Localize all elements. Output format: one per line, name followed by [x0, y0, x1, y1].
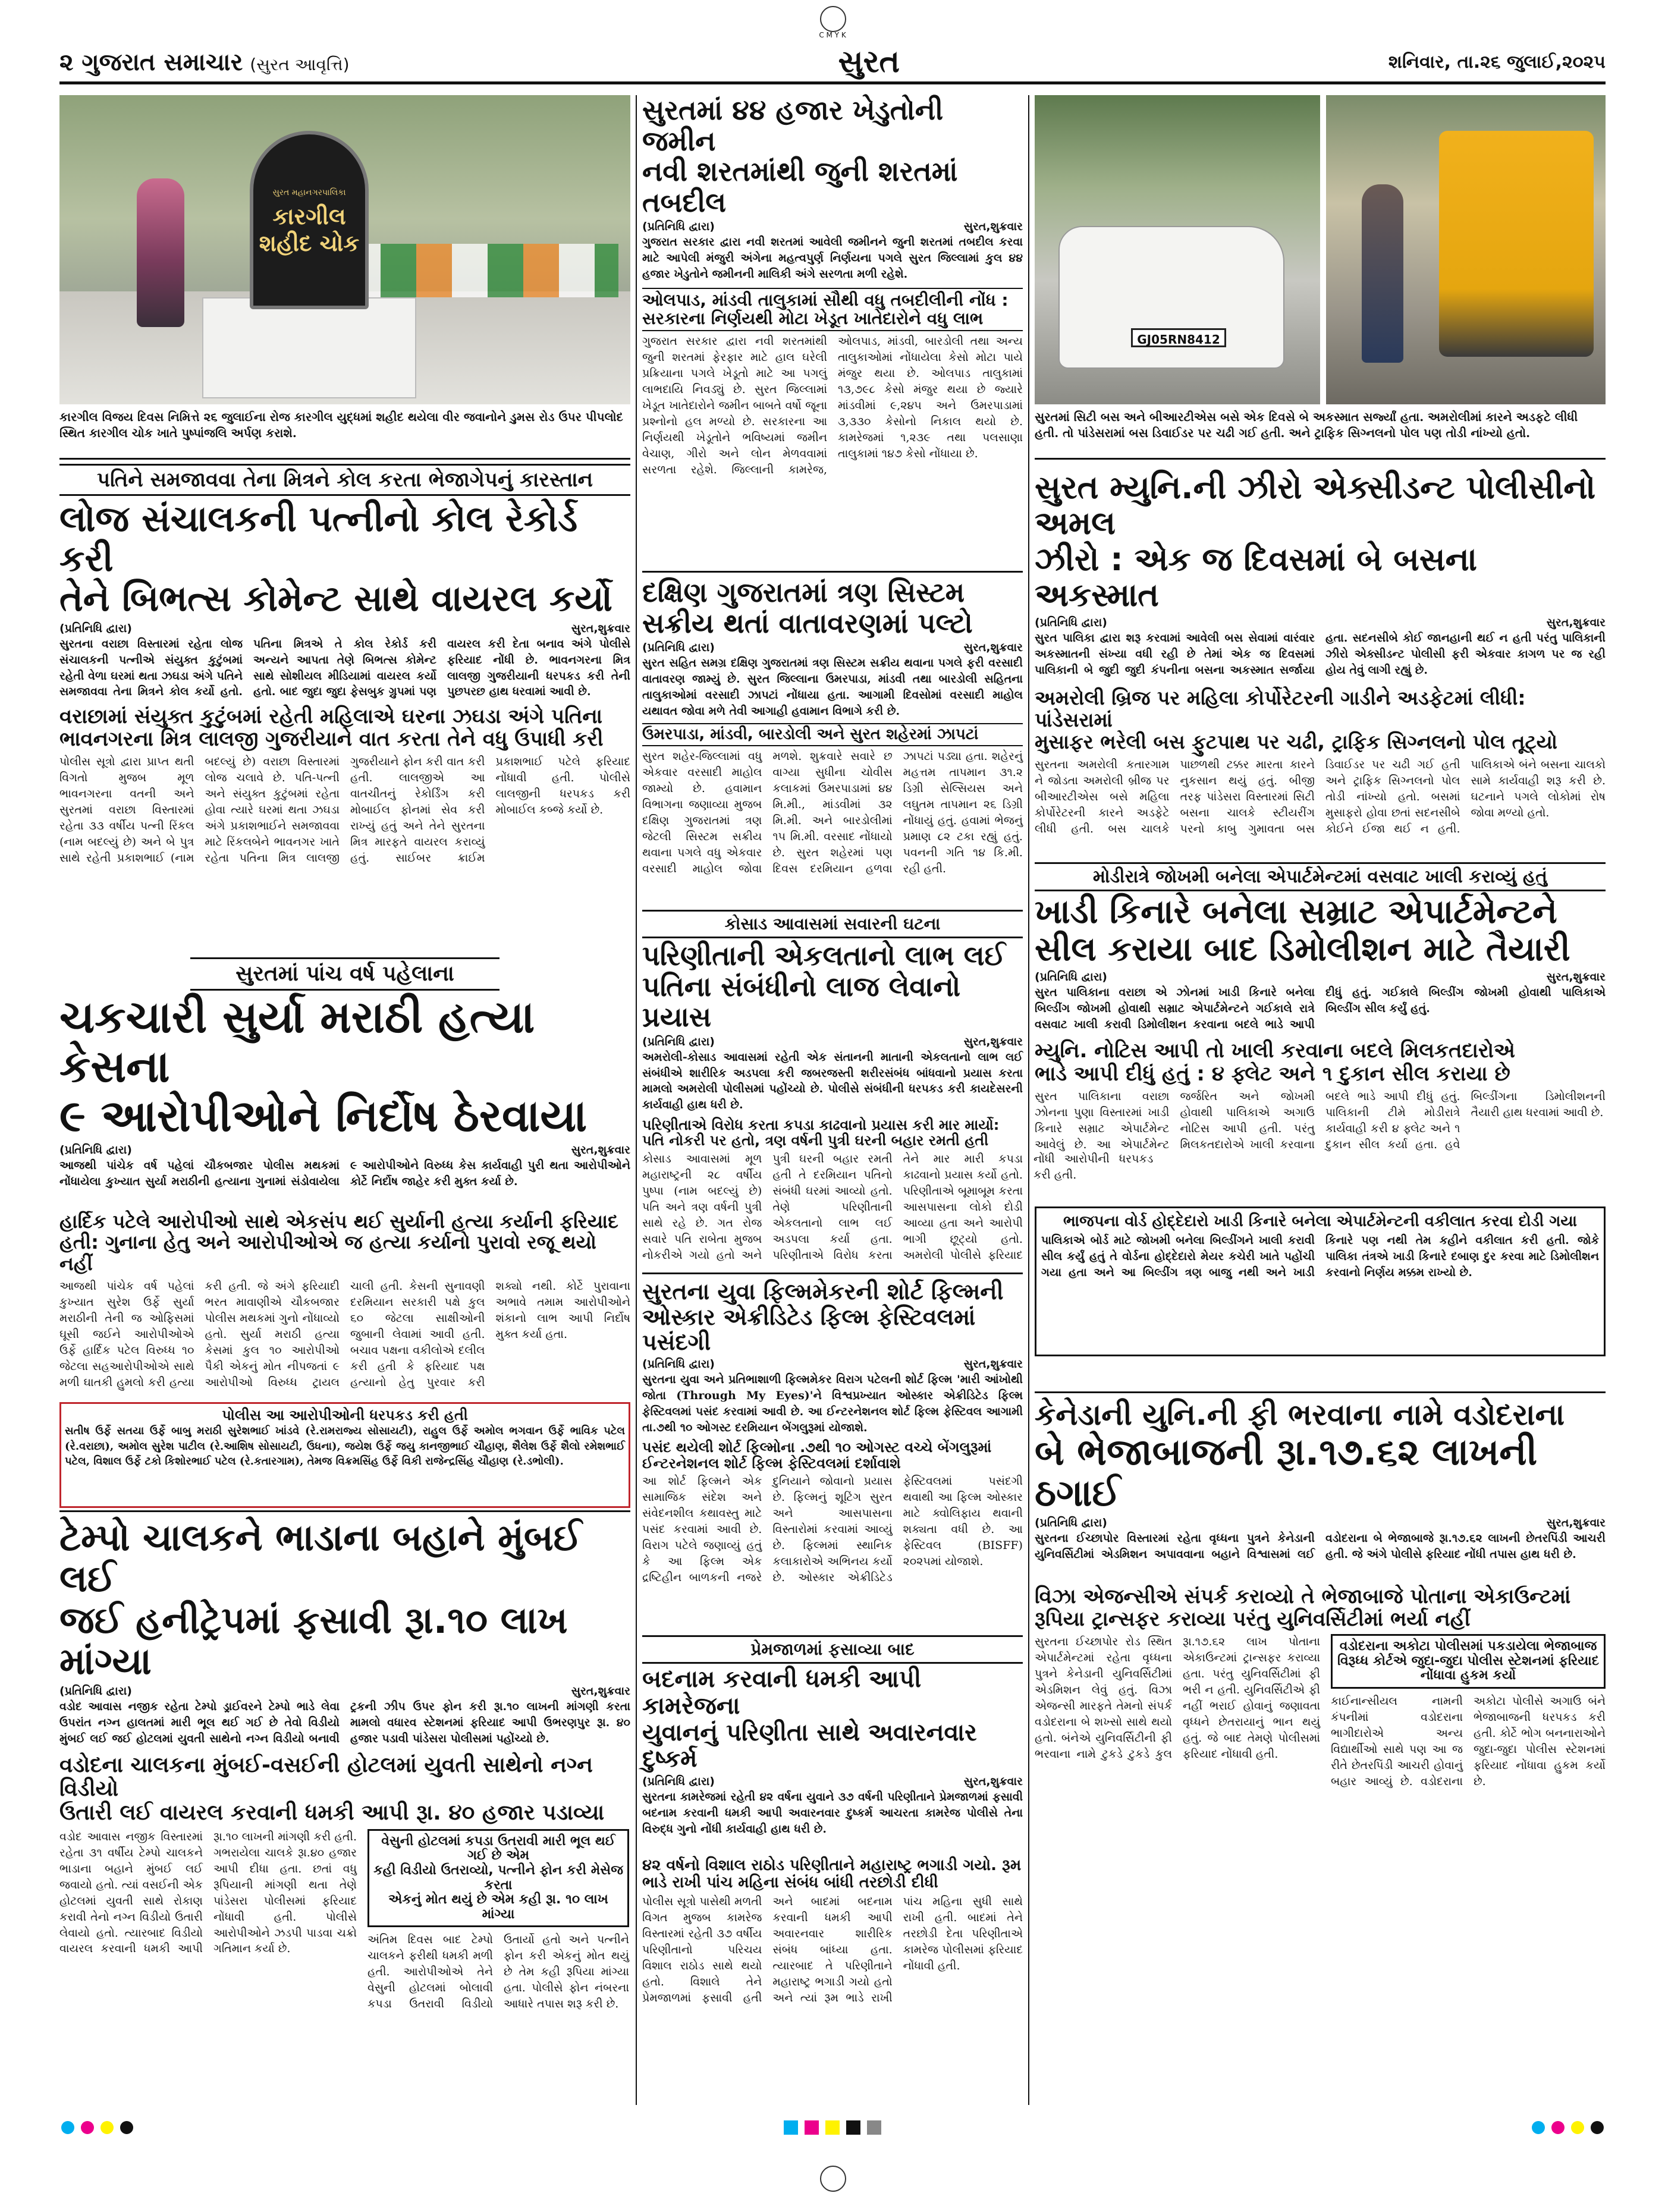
canada-place: સુરત,શુક્રવાર	[1546, 1516, 1606, 1529]
accident-caption: સુરતમાં સિટી બસ અને બીઆરટીએસ બસે એક દિવસે બે અકસ્માત સર્જ્યાં હતા. અમરોલીમાં કારને અડફટે લીધી હતી. તો પાંડેસરામાં બસ ડિવાઈડર પર ચઢી ગઈ હતી. અને ટ્રાફિક સિગ્નલનો પોલ પણ તોડી નાંખ્યો હતો.	[1035, 410, 1578, 440]
canada-box-body: કાઈનાન્સીયલ નામની કંપનીમાં વડોદરાના ભાગીદારોએ અન્ય વિદ્યાર્થીઓ સાથે પણ આ જ રીતે છેતરપિંડી આચરી હોવાનું બહાર આવ્યું છે. વડોદરાના અકોટા પોલીસે અગાઉ બંને ભેજાબાજની ધરપકડ કરી હતી. કોર્ટે ભોગ બનનારાઓને જુદા-જુદા પોલીસ સ્ટેશનમાં ફરિયાદ નોંધાવા હુકમ કર્યો છે.	[1331, 1694, 1606, 1788]
weather-headline-2: સક્રીય થતાં વાતાવરણમાં પલ્ટો	[642, 607, 973, 639]
weather-headline-1: દક્ષિણ ગુજરાતમાં ત્રણ સિસ્ટમ	[642, 576, 965, 608]
tempo-box	[367, 1829, 629, 1928]
cyan-square	[784, 2120, 798, 2135]
cyan-dot	[1532, 2121, 1545, 2134]
film-place: સુરત,શુક્રવાર	[963, 1357, 1023, 1371]
zero-accident-subhead-1: અમરોલી બ્રિજ પર મહિલા કોર્પોરેટરની ગાડીને અડફેટમાં લીધી: પાંડેસરામાં	[1035, 686, 1526, 731]
farmers-place: સુરત,શુક્રવાર	[963, 220, 1023, 234]
demolition-kicker: મોડીરાત્રે જોખમી બનેલા એપાર્ટમેન્ટમાં વસવાટ ખાલી કરાવ્યું હતું	[1035, 862, 1606, 891]
divider	[59, 458, 630, 460]
parinita-lead: અમરોલી-કોસાડ આવાસમાં રહેતી એક સંતાનની માતાની એકલતાનો લાભ લઈ સંબંધીએ શારીરિક અડપલા કરી જબરજસ્તી શરીરસંબંધ બાંધવાનો પ્રયાસ કરતા મામલો અમરોલી પોલીસમાં પહોંચ્યો છે. પોલીસે સંબંધીની ધરપકડ કરી કાયદેસરની કાર્યવાહી હાથ ધરી છે.	[642, 1050, 1023, 1112]
tempo-story	[59, 1510, 630, 2105]
header-left	[59, 49, 350, 76]
murder-kicker: સુરતમાં પાંચ વર્ષ પહેલાના	[190, 957, 500, 991]
film-headline-1: સુરતના યુવા ફિલ્મમેકરની શોર્ટ ફિલ્મની	[642, 1278, 1004, 1305]
farmers-byline: (પ્રતિનિધિ દ્વારા)	[642, 220, 715, 234]
tempo-subhead-2: ઉતારી લઈ વાયરલ કરવાની ધમકી આપી રૂા. ૪૦ હજાર પડાવ્યા	[59, 1801, 605, 1825]
tempo-body: વડોદ આવાસ નજીક વિસ્તારમાં રહેતા ૩૧ વર્ષીય ટેમ્પો ચાલકને ભાડાના બહાને મુંબઈ લઈ જવાયો હતો. ત્યાં વસઈની એક હોટલમાં યુવતી સાથે રોકાણ કરાવી તેનો નગ્ન વિડીયો ઉતારી લેવાયો હતો. ત્યારબાદ વિડીયો વાયરલ કરવાની ધમકી આપી રૂા.૧૦ લાખની માંગણી કરી હતી. ગભરાયેલા ચાલકે રૂા.૪૦ હજાર આપી દીધા હતા. છતાં વધુ રૂપિયાની માંગણી થતા તેણે પાંડેસરા પોલીસમાં ફરિયાદ નોંધાવી હતી. પોલીસે આરોપીઓને ઝડપી પાડવા ચક્રો ગતિમાન કર્યા છે.	[59, 1830, 357, 1956]
parinita-story	[642, 910, 1154, 1267]
tempo-headline-2: જઈ હનીટ્રેપમાં ફસાવી રૂા.૧૦ લાખ માંગ્યા	[59, 1598, 568, 1683]
edition-label: (સુરત આવૃત્તિ)	[250, 54, 350, 74]
lodge-subhead-2: ભાવનગરના મિત્ર લાલજી ગુજરીયાને વાત કરતા તેને વધુ ઉપાધી કરી	[59, 727, 604, 751]
photo-officer	[1362, 184, 1403, 363]
lodge-byline: (પ્રતિનિધિ દ્વારા)	[59, 621, 132, 635]
farmers-body: ગુજરાત સરકાર દ્વારા નવી શરતમાંથી જુની શરતમાં ફેરફાર માટે હાલ ઘરેલી પ્રક્રિયાના પગલે ખેડૂતો માટે આ પગલું લાભદાયિ નિવડ્યું છે. સુરત જિલ્લામાં ખેડૂત ખાતેદારોને જમીન બાબતે વર્ષો જૂના પ્રશ્નોનો હલ મળ્યો છે. સરકારના આ નિર્ણયથી ખેડૂતોને ભવિષ્યમાં જમીન વેચાણ, ગીરો અને લોન મેળવવામાં સરળતા રહેશે. જિલ્લાની કામરેજ, ઓલપાડ, માંડવી, બારડોલી તથા અન્ય તાલુકાઓમાં નોંધાયેલા કેસો મોટા પાયે મંજુર થયા છે. ઓલપાડ તાલુકામાં ૧૩,૭૯૮ કેસો મંજુર થયા છે જ્યારે માંડવીમાં ૯,૨૪૫ અને ઉમરપાડામાં ૩,૩૩૦ કેસોનો નિકાલ થયો છે. કામરેજમાં ૧,૨૩૯ તથા પલસાણા તાલુકામાં ૧૪૭ કેસો નોંધાયા છે.	[642, 334, 1023, 476]
farmers-headline-1: સુરતમાં ૪૪ હજાર ખેડુતોની જમીન	[642, 94, 944, 157]
lodge-headline-1: લોજ સંચાલકની પત્નીનો કોલ રેકોર્ડ કરી	[59, 498, 578, 580]
murder-place: સુરત,શુક્રવાર	[571, 1143, 630, 1157]
demolition-headline-1: ખાડી કિનારે બનેલા સમ્રાટ એપાર્ટમેન્ટને	[1035, 893, 1557, 931]
canada-columns	[1035, 1634, 1606, 2098]
demolition-story	[1035, 862, 1606, 1385]
canada-dateline	[1035, 1516, 1606, 1529]
tempo-dateline	[59, 1685, 630, 1698]
farmers-headline-2: નવી શરતમાંથી જુની શરતમાં તબદીલ	[642, 155, 958, 218]
zero-accident-body: સુરતના અમરોલી કતારગામ ને જોડતા અમરોલી બ્રીજ પર બીઆરટીએસ બસે મહિલા કોર્પોરેટરની કારને અડફેટે લીધી હતી. બસ ચાલકે પાછળથી ટક્કર મારતા કારને નુકસાન થયું હતું. બીજી તરફ પાંડેસરા વિસ્તારમાં સિટી બસના ચાલકે સ્ટીયરીંગ પરનો કાબુ ગુમાવતા બસ ડિવાઈડર પર ચઢી ગઈ હતી અને ટ્રાફિક સિગ્નલનો પોલ તોડી નાંખ્યો હતો. બસમાં મુસાફરો હોવા છતાં સદનસીબે કોઈને ઈજા થઈ ન હતી. પાલિકાએ બંને બસના ચાલકો સામે કાર્યવાહી શરૂ કરી છે. ઘટનાને પગલે લોકોમાં રોષ જોવા મળ્યો હતો.	[1035, 758, 1606, 835]
blackmail-dateline	[642, 1775, 1023, 1788]
registration-label: C M Y K	[819, 31, 846, 39]
demolition-subhead-1: મ્યુનિ. નોટિસ આપી તો ખાલી કરવાના બદલે મિલકતદારોએ	[1035, 1039, 1515, 1063]
black-dot	[120, 2121, 133, 2134]
zero-accident-headline-2: ઝીરો : એક જ દિવસમાં બે બસના અકસ્માત	[1035, 540, 1477, 614]
lodge-place: સુરત,શુક્રવાર	[571, 621, 630, 635]
blackmail-headline-1: બદનામ કરવાની ધમકી આપી કામરેજના	[642, 1666, 922, 1720]
murder-subhead-1: હાર્દિક પટેલે આરોપીઓ સાથે એકસંપ થઈ સુર્યાની હત્યા કર્યાની ફરિયાદ	[59, 1209, 618, 1233]
stone-line-1: સુરત મહાનગરપાલિકા	[272, 188, 346, 197]
tempo-byline: (પ્રતિનિધિ દ્વારા)	[59, 1684, 132, 1698]
weather-dateline	[642, 641, 1023, 654]
section-title: સુરત	[838, 44, 900, 80]
farmers-lead: ગુજરાત સરકાર દ્વારા નવી શરતમાં આવેલી જમીનને જુની શરતમાં તબદીલ કરવા માટે આપેલી મંજુરી અંગેના મહત્વપુર્ણ નિર્ણયના પગલે સુરત જિલ્લામાં કુલ ૪૪ હજાર ખેડુતોને જમીનની માલિકી અંગે સરળતા મળી રહેશે.	[642, 235, 1023, 281]
yellow-square	[825, 2120, 840, 2135]
tempo-box-line-1: વેસુની હોટલમાં કપડા ઉતરાવી મારી ભૂલ થઈ ગઈ છે એમ	[381, 1833, 615, 1864]
film-body: આ શોર્ટ ફિલ્મને એક સામાજિક સંદેશ અને સંવેદનશીલ કથાવસ્તુ માટે પસંદ કરવામાં આવી છે. વિરાગ પટેલે જણાવ્યું હતું કે આ ફિલ્મ એક દ્રષ્ટિહીન બાળકની નજરે દુનિયાને જોવાનો પ્રયાસ છે. ફિલ્મનું શૂટિંગ સુરત અને આસપાસના વિસ્તારોમાં કરવામાં આવ્યું છે. ફિલ્મમાં સ્થાનિક કલાકારોએ અભિનય કર્યો છે. ઓસ્કાર એક્રીડિટેડ ફેસ્ટિવલમાં પસંદગી થવાથી આ ફિલ્મ ઓસ્કાર માટે ક્વોલિફાય થવાની શક્યતા વધી છે. આ ફેસ્ટિવલ (BISFF) ૨૦૨૫માં યોજાશે.	[642, 1475, 1023, 1585]
kargil-photo	[59, 95, 630, 404]
crashed-bus	[1439, 131, 1594, 357]
tempo-lead: વડોદ આવાસ નજીક રહેતા ટેમ્પો ડ્રાઈવરને ટેમ્પો ભાડે લેવા ઉપરાંત નગ્ન હાલતમાં મારી ભૂલ થઈ ગઈ છે તેવો વિડીયો મુંબઈ લઈ જઈ હોટલમાં યુવતી સાથેનો નગ્ન વિડીયો બનાવી ટ્રકની ઝીપ ઉપર ફોન કરી રૂા.૧૦ લાખની માંગણી કરતા મામલો વધારવ સ્ટેશનમાં ફરિયાદ આપી ઉભરણપુર રૂા. ૪૦ હજાર પડાવી પાંડેસરા પોલીસમાં પહોંચ્યો છે.	[59, 1699, 630, 1745]
tempo-subhead-1: વડોદના ચાલકના મુંબઈ-વસઈની હોટલમાં યુવતી સાથેનો નગ્ન વિડીયો	[59, 1752, 593, 1802]
film-story	[642, 1272, 1023, 1629]
accident-photo-bus	[1326, 95, 1606, 404]
farmers-story	[642, 95, 1023, 559]
blackmail-headline-2: યુવાનનું પરિણીતા સાથે અવારનવાર દુષ્કર્મ	[642, 1718, 977, 1773]
tempo-body-2: અંતિમ દિવસ બાદ ટેમ્પો ચાલકને ફરીથી ધમકી મળી હતી. આરોપીઓએ તેને વેસુની હોટલમાં બોલાવી કપડા ઉતરાવી વિડીયો ઉતાર્યો હતો અને પત્નીને ફોન કરી એકનું મોત થયું છે તેમ કહી રૂપિયા માંગ્યા હતા. પોલીસે ફોન નંબરના આધારે તપાસ શરૂ કરી છે.	[367, 1933, 629, 2011]
canada-box	[1331, 1634, 1606, 1689]
zero-accident-dateline	[1035, 616, 1606, 629]
parinita-place: સુરત,શુક્રવાર	[963, 1035, 1023, 1048]
page-header	[59, 43, 1606, 84]
memorial-stone	[250, 131, 369, 309]
murder-box-body: સતીષ ઉર્ફે સતયા ઉર્ફે બાબુ મરાઠી સુરેશભાઈ ખાંડવે (રે.રામરાજ્ય સોસાયટી), રાહુલ ઉર્ફે અમોલ ભગવાન ઉર્ફે ભાવિક પટેલ (રે.વરાછા), અમોલ સુરેશ પાટીલ (રે.આશિષ સોસાયટી, ઉધના), જયેશ ઉર્ફે જયુ કાનજીભાઈ ચૌહાણ, શૈલેશ ઉર્ફે શૈલો રમેશભાઈ પટેલ, વિશાલ ઉર્ફે ટકો કિશોરભાઈ પટેલ (રે.કતારગામ), તેમજ વિક્રમસિંહ ઉર્ફે વિકી રાજેન્દ્રસિંહ ચૌહાણ (રે.ડભોલી).	[65, 1424, 625, 1468]
lodge-kicker: પતિને સમજાવવા તેના મિત્રને કોલ કરતા ભેજાગેપનું કારસ્તાન	[59, 464, 630, 496]
weather-subhead: ઉમરપાડા, માંડવી, બારડોલી અને સુરત શહેરમાં ઝાપટાં	[642, 723, 1023, 746]
film-subhead: પસંદ થયેલી શોર્ટ ફિલ્મોના .૭થી ૧૦ ઓગસ્ટ વચ્ચે બેંગલુરૂમાં ઈન્ટરનેશનલ શોર્ટ ફિલ્મ ફેસ્ટિવલમાં દર્શાવાશે	[642, 1438, 992, 1472]
blackmail-place: સુરત,શુક્રવાર	[963, 1775, 1023, 1789]
magenta-square	[805, 2120, 819, 2135]
weather-lead: સુરત સહિત સમગ્ર દક્ષિણ ગુજરાતમાં ત્રણ સિસ્ટમ સક્રીય થવાના પગલે ફરી વરસાદી વાતાવરણ જામ્યું છે. સુરત જિલ્લાના ઉમરપાડા, માંડવી તથા બારડોલી સહિતના તાલુકાઓમાં વરસાદી ઝાપટાં નોંધાયા હતા. આગામી દિવસોમાં વરસાદી માહોલ યથાવત જોવા મળે તેવી આગાહી હવામાન વિભાગે કરી છે.	[642, 656, 1023, 718]
yellow-dot	[100, 2121, 114, 2134]
murder-box-title: પોલીસ આ આરોપીઓની ધરપકડ કરી હતી	[222, 1407, 468, 1424]
accident-photo-story	[1035, 95, 1606, 452]
zero-accident-place: સુરત,શુક્રવાર	[1546, 615, 1606, 629]
tempo-box-line-2: કહી વિડીયો ઉતરાવ્યો, પત્નીને ફોન કરી મેસેજ કરતા	[373, 1862, 623, 1893]
column-rule	[636, 95, 637, 2105]
zero-accident-lead: સુરત પાલિકા દ્વારા શરૂ કરવામાં આવેલી બસ સેવામાં વારંવાર અકસ્માતની સંખ્યા વધી રહી છે તેમાં એક જ દિવસમાં પાલિકાની બે જુદી જુદી કંપનીના બસના અકસ્માત સર્જાયા હતા. સદનસીબે કોઈ જાનહાની થઈ ન હતી પરંતુ પાલિકાની ઝીરો એક્સીડન્ટ પોલીસી ફરી એકવાર કાગળ પર જ રહી હોય તેવું લાગી રહ્યું છે.	[1035, 631, 1606, 677]
photo-person	[137, 178, 184, 327]
blackmail-subhead: ૪૨ વર્ષનો વિશાલ રાઠોડ પરિણીતાને મહારાષ્ટ્ર ભગાડી ગયો. રૂમ ભાડે રાખી પાંચ મહિના સંબંધ બાંધી તરછોડી દીધી	[642, 1856, 1022, 1892]
film-lead: સુરતના યુવા અને પ્રતિભાશાળી ફિલ્મમેકર વિરાગ પટેલની શોર્ટ ફિલ્મ 'મારી આંખોથી જોતા (Through My Eyes)'ને વિશ્વપ્રખ્યાત ઓસ્કાર એક્રીડિટેડ ફિલ્મ ફેસ્ટિવલમાં પસંદ કરવામાં આવી છે. આ ઈન્ટરનેશનલ શોર્ટ ફિલ્મ ફેસ્ટિવલ આગામી તા.૭થી ૧૦ ઓગસ્ટ દરમિયાન બેંગલુરૂમાં યોજાશે.	[642, 1372, 1023, 1434]
newspaper-logo: ૨ ગુજરાત સમાચાર	[59, 48, 243, 76]
lodge-subhead-1: વરાછામાં સંયુક્ત કુટુંબમાં રહેતી મહિલાએ ઘરના ઝઘડા અંગે પતિના	[59, 704, 603, 728]
murder-headline-2: ૯ આરોપીઓને નિર્દોષ ઠેરવાયા	[59, 1090, 588, 1142]
grey-square	[867, 2120, 881, 2135]
divider	[1035, 458, 1606, 460]
canada-subhead-1: વિઝા એજન્સીએ સંપર્ક કરાવ્યો તે ભેજાબાજે પોતાના એકાઉન્ટમાં	[1035, 1584, 1571, 1608]
demolition-body: સુરત પાલિકાના વરાછા ઝોનના પુણા વિસ્તારમાં ખાડી કિનારે સમ્રાટ એપાર્ટમેન્ટ આવેલું છે. આ એપાર્ટમેન્ટ જર્જરિત અને જોખમી હોવાથી પાલિકાએ અગાઉ નોટિસ આપી હતી. પરંતુ મિલકતદારોએ ખાલી કરવાના બદલે ભાડે આપી દીધું હતું. પાલિકાની ટીમે મોડીરાત્રે કાર્યવાહી કરી ૪ ફ્લેટ અને ૧ દુકાન સીલ કર્યા હતા. હવે બિલ્ડીંગના ડિમોલીશનની તૈયારી હાથ ધરવામાં આવી છે.	[1035, 1089, 1606, 1151]
weather-story	[642, 571, 1023, 904]
murder-story	[59, 957, 630, 1498]
column-rule	[1028, 95, 1029, 2105]
blackmail-lead: સુરતના કામરેજમાં રહેતી ૪૨ વર્ષના યુવાને ૩૭ વર્ષની પરિણીતાને પ્રેમજાળમાં ફસાવી બદનામ કરવાની ધમકી આપી અવારનવાર દુષ્કર્મ આચરતા કામરેજ પોલીસે તેના વિરુદ્ધ ગુનો નોંધી કાર્યવાહી હાથ ધરી છે.	[642, 1790, 1023, 1836]
demolition-subhead-2: ભાડે આપી દીધું હતું : ૪ ફ્લેટ અને ૧ દુકાન સીલ કરાયા છે	[1035, 1061, 1510, 1086]
film-byline: (પ્રતિનિધિ દ્વારા)	[642, 1357, 715, 1371]
yellow-dot	[1571, 2121, 1584, 2134]
registration-mark-top	[812, 5, 853, 40]
tempo-headline-1: ટેમ્પો ચાલકને ભાડાના બહાને મુંબઈ લઈ	[59, 1516, 582, 1601]
film-headline-2: ઓસ્કાર એક્રીડિટેડ ફિલ્મ ફેસ્ટિવલમાં પસંદગી	[642, 1303, 976, 1356]
canada-box-title: વડોદરાના અકોટા પોલીસમાં પકડાયેલા ભેજાબાજ વિરૂધ્ધ કોર્ટએ જુદા-જુદા પોલીસ સ્ટેશનમાં ફરિયાદ નોંધાવા હુકમ કર્યો	[1337, 1639, 1600, 1683]
murder-headline-1: ચકચારી સુર્યા મરાઠી હત્યા કેસના	[59, 992, 535, 1092]
murder-byline: (પ્રતિનિધિ દ્વારા)	[59, 1143, 132, 1157]
black-dot	[1591, 2121, 1604, 2134]
color-registration-bar	[59, 2117, 1606, 2141]
zero-accident-subhead-2: મુસાફર ભરેલી બસ ફુટપાથ પર ચઢી, ટ્રાફિક સિગ્નલનો પોલ તૂટ્યો	[1035, 730, 1557, 753]
lodge-headline-2: તેને બિભત્સ કોમેન્ટ સાથે વાયરલ કર્યો	[59, 578, 612, 620]
parinita-dateline	[642, 1035, 1023, 1048]
weather-body: સુરત શહેર-જિલ્લામાં વધુ એકવાર વરસાદી માહોલ જામ્યો છે. હવામાન વિભાગના જણાવ્યા મુજબ દક્ષિણ ગુજરાતમાં ત્રણ જેટલી સિસ્ટમ સક્રીય થવાના પગલે વધુ એકવાર વરસાદી માહોલ જોવા મળશે. શુક્રવારે સવારે છ વાગ્યા સુધીના ચોવીસ કલાકમાં ઉમરપાડામાં ૪૪ મિ.મી., માંડવીમાં ૩૨ મિ.મી. અને બારડોલીમાં ૧૫ મિ.મી. વરસાદ નોંધાયો છે. સુરત શહેરમાં પણ દિવસ દરમિયાન હળવા ઝાપટાં પડ્યા હતા. શહેરનું મહત્તમ તાપમાન ૩૧.૨ ડિગ્રી સેલ્સિયસ અને લઘુતમ તાપમાન ૨૬ ડિગ્રી નોંધાયું હતું. હવામાં ભેજનું પ્રમાણ ૮૨ ટકા રહ્યું હતું. પવનની ગતિ ૧૪ કિ.મી. રહી હતી.	[642, 750, 1023, 875]
parinita-body: કોસાડ આવાસમાં મૂળ મહારાષ્ટ્રની ૨૮ વર્ષીય પુષ્પા (નામ બદલ્યું છે) પતિ અને ત્રણ વર્ષની પુત્રી સાથે રહે છે. ગત રોજ સવારે પતિ રાબેતા મુજબ નોકરીએ ગયો હતો અને પુત્રી ઘરની બહાર રમતી હતી તે દરમિયાન પતિનો સંબંધી ઘરમાં આવ્યો હતો. તેણે પરિણીતાની એકલતાનો લાભ લઈ અડપલા કર્યા હતા. પરિણીતાએ વિરોધ કરતા તેને માર મારી કપડા કાઢવાનો પ્રયાસ કર્યો હતો. પરિણીતાએ બૂમાબૂમ કરતા આસપાસના લોકો દોડી આવ્યા હતા અને આરોપી ભાગી છૂટ્યો હતો. અમરોલી પોલીસે ફરિયાદ નોંધી આરોપીની ધરપકડ કરી હતી.	[642, 1152, 1154, 1262]
magenta-dot	[1551, 2121, 1565, 2134]
demolition-lead: સુરત પાલિકાના વરાછા એ ઝોનમાં ખાડી કિનારે બનેલા બિલ્ડીંગ જોખમી હોવાથી સમ્રાટ એપાર્ટમેન્ટને ગઈકાલે રાત્રે વસવાટ ખાલી કરાવી ડિમોલીશન કરવાના બદલે ભાડે આપી દીધું હતું. ગઈકાલે બિલ્ડીંગ જોખમી હોવાથી પાલિકાએ બિલ્ડીંગ સીલ કર્યું હતું.	[1035, 986, 1606, 1032]
canada-subhead-2: રૂપિયા ટ્રાન્સફર કરાવ્યા પરંતુ યુનિવર્સિટીમાં ભર્યા નહીં	[1035, 1607, 1471, 1631]
damaged-car	[1058, 226, 1284, 369]
tempo-box-line-3: એકનું મોત થયું છે એમ કહી રૂા. ૧૦ લાખ માંગ્યા	[388, 1892, 608, 1922]
registration-mark-bottom	[812, 2164, 853, 2200]
murder-dateline	[59, 1143, 630, 1157]
zero-accident-story	[1035, 470, 1606, 856]
parinita-subhead: પરિણીતાએ વિરોધ કરતા કપડા કાઢવાનો પ્રયાસ કરી માર માર્યો: પતિ નોકરી પર હતો, ત્રણ વર્ષની પુત્રી ઘરની બહાર રમતી હતી	[642, 1116, 1000, 1149]
color-dots-left	[59, 2121, 135, 2136]
canada-right-col	[1331, 1634, 1606, 2098]
stone-line-2: કારગીલ	[272, 203, 346, 230]
lodge-story	[59, 464, 630, 951]
kargil-caption: કારગીલ વિજય દિવસ નિમિત્તે ૨૬ જુલાઈના રોજ કારગીલ યુદ્ધમાં શહીદ થયેલા વીર જવાનોને ડુમસ રોડ ઉપર પીપલોદ સ્થિત કારગીલ ચોક ખાતે પુષ્પાંજલિ અર્પણ કરાશે.	[59, 410, 623, 440]
kargil-story	[59, 95, 630, 452]
film-dateline	[642, 1358, 1023, 1371]
tempo-right-col	[367, 1829, 629, 2093]
murder-body: આજથી પાંચેક વર્ષ પહેલાં કુખ્યાત સુરેશ ઉર્ફે સુર્યા મરાઠીની તેની જ ઓફિસમાં ઘૂસી જઈને આરોપીઓએ ઉર્ફે હાર્દિક પટેલ વિરુધ્ધ ૧૦ જેટલા સહઆરોપીઓએ સાથે મળી ઘાતકી હુમલો કરી હત્યા કરી હતી. જે અંગે ફરિયાદી ભરત માવાણીએ ચૌકબજાર પોલીસ મથકમાં ગુનો નોંધાવ્યો હતો. સુર્યા મરાઠી હત્યા કેસમાં કુલ ૧૦ આરોપીઓ પૈકી એકનું મોત નીપજતાં ૯ આરોપીઓ વિરુધ્ધ ટ્રાયલ ચાલી હતી. કેસની સુનાવણી દરમિયાન સરકારી પક્ષે કુલ ૬૦ જેટલા સાક્ષીઓની જુબાની લેવામાં આવી હતી. બચાવ પક્ષના વકીલોએ દલીલ કરી હતી કે ફરિયાદ પક્ષ હત્યાનો હેતુ પુરવાર કરી શક્યો નથી. કોર્ટે પુરાવાના અભાવે તમામ આરોપીઓને શંકાનો લાભ આપી નિર્દોષ મુક્ત કર્યા હતા.	[59, 1280, 630, 1389]
issue-date: શનિવાર, તા.૨૬ જુલાઈ,૨૦૨૫	[1388, 52, 1606, 73]
murder-subhead-2: હતી: ગુનાના હેતુ અને આરોપીઓએ જ હત્યા કર્યાનો પુરાવો રજૂ થયો નહીં	[59, 1231, 596, 1275]
color-dots-right	[1530, 2121, 1606, 2136]
zero-accident-byline: (પ્રતિનિધિ દ્વારા)	[1035, 615, 1107, 629]
parinita-headline-1: પરિણીતાની એકલતાનો લાભ લઈ	[642, 940, 1006, 972]
tempo-columns	[59, 1829, 630, 2093]
canada-lead: સુરતના ઈચ્છાપોર વિસ્તારમાં રહેતા વૃધ્ધના પુત્રને કેનેડાની યુનિવર્સિટીમાં એડમિશન અપાવવાના બહાને વિશ્વાસમાં લઈ વડોદરાના બે ભેજાબાજે રૂા.૧૭.૬૨ લાખની છેતરપિંડી આચરી હતી. જે અંગે પોલીસે ફરિયાદ નોંધી તપાસ હાથ ધરી છે.	[1035, 1531, 1606, 1561]
murder-lead: આજથી પાંચેક વર્ષ પહેલાં ચૌકબજાર પોલીસ મથકમાં નોંધાયેલા કુખ્યાત સુર્યા મરાઠીની હત્યાના ગુનામાં સંડોવાયેલા ૯ આરોપીઓને વિરુધ્ધ કેસ કાર્યવાહી પુરી થતા આરોપીઓને કોર્ટે નિર્દોષ જાહેર કરી મુક્ત કર્યા છે.	[59, 1158, 630, 1188]
tempo-place: સુરત,શુક્રવાર	[571, 1684, 630, 1698]
color-squares-center	[782, 2120, 883, 2137]
lodge-body-2: પોલીસ સૂત્રો દ્વારા પ્રાપ્ત થતી વિગતો મુજબ મૂળ ભાવનગરના વતની અને સુરતમાં વરાછા વિસ્તારમાં રહેતા ૩૩ વર્ષીય પત્ની રિંકલ (નામ બદલ્યું છે) અને બે પુત્ર સાથે રહેતી પ્રકાશભાઈ (નામ બદલ્યું છે) વરાછા વિસ્તારમાં લોજ ચલાવે છે. પતિ-પત્ની અને સંયુક્ત કુટુંબમાં રહેતા હોવા ત્યારે ઘરમાં થતા ઝઘડા અંગે પ્રકાશભાઈને સમજાવવા માટે રિંકલબેને ભાવનગર ખાતે રહેતા પતિના મિત્ર લાલજી ગુજરીયાને ફોન કરી વાત કરી હતી. લાલજીએ આ વાતચીતનું રેકોર્ડિંગ કરી મોબાઈલ ફોનમાં સેવ કરી રાખ્યું હતું અને તેને સુરતના મિત્ર મારફતે વાયરલ કરાવ્યું હતું. સાઈબર ક્રાઈમ પ્રકાશભાઈ પટેલે ફરિયાદ નોંધાવી હતી. પોલીસે લાલજીની ધરપકડ કરી મોબાઈલ કબ્જે કર્યો છે.	[59, 755, 630, 865]
canada-byline: (પ્રતિનિધિ દ્વારા)	[1035, 1516, 1107, 1529]
lodge-body: સુરતના વરાછા વિસ્તારમાં રહેતા લોજ સંચાલકની પત્નીએ સંયુક્ત કુટુંબમાં રહેતી વેળા ઘરમાં થતા ઝઘડા અંગે પતિને સમજાવવા તેના મિત્રને કોલ કર્યો હતો. પતિના મિત્રએ તે કોલ રેકોર્ડ કરી અન્યને આપતા તેણે બિભત્સ કોમેન્ટ સાથે સોશીયલ મીડિયામાં વાયરલ કર્યો હતો. બાદ જુદા જુદા ફેસબુક ગ્રુપમાં પણ વાયરલ કરી દેતા બનાવ અંગે પોલીસે ફરિયાદ નોંધી છે. ભાવનગરના મિત્ર લાલજી ગુજરીયાની ધરપકડ કરી તેની પુછપરછ હાથ ધરવામાં આવી છે.	[59, 637, 630, 699]
demolition-box	[1035, 1206, 1606, 1356]
weather-place: સુરત,શુક્રવાર	[963, 641, 1023, 655]
demolition-dateline	[1035, 970, 1606, 984]
blackmail-byline: (પ્રતિનિધિ દ્વારા)	[642, 1775, 715, 1789]
blackmail-story	[642, 1635, 1023, 2105]
black-square	[846, 2120, 860, 2135]
canada-headline-1: કેનેડાની યુનિ.ની ફી ભરવાના નામે વડોદરાના	[1035, 1397, 1565, 1432]
parinita-headline-2: પતિના સંબંધીનો લાજ લેવાનો પ્રયાસ	[642, 970, 961, 1033]
memorial-base	[202, 297, 416, 398]
cyan-dot	[61, 2121, 74, 2134]
stone-line-3: શહીદ ચોક	[259, 230, 360, 256]
lodge-dateline	[59, 622, 630, 635]
magenta-dot	[81, 2121, 94, 2134]
demolition-box-title: ભાજપના વોર્ડ હોદ્દેદારો ખાડી કિનારે બનેલા એપાર્ટમેન્ટની વકીલાત કરવા દોડી ગયા	[1063, 1212, 1578, 1230]
license-plate: GJ05RN8412	[1131, 328, 1226, 347]
canada-body: સુરતના ઈચ્છાપોર રોડ સ્થિત એપાર્ટમેન્ટમાં રહેતા વૃધ્ધના પુત્રને કેનેડાની યુનિવર્સિટીમાં એડમિશન લેવું હતું. વિઝા એજન્સી મારફતે તેમનો સંપર્ક વડોદરાના બે શખ્સો સાથે થયો હતો. બંનેએ યુનિવર્સિટીની ફી ભરવાના નામે ટુકડે ટુકડે કુલ રૂા.૧૭.૬૨ લાખ પોતાના એકાઉન્ટમાં ટ્રાન્સફર કરાવ્યા હતા. પરંતુ યુનિવર્સિટીમાં ફી ભરી ન હતી. યુનિવર્સિટીએ ફી નહીં ભરાઈ હોવાનું જણાવતા વૃધ્ધને છેતરાયાનું ભાન થયું હતું. જે બાદ તેમણે પોલીસમાં ફરિયાદ નોંધાવી હતી.	[1035, 1635, 1320, 1761]
accident-photo-car	[1035, 95, 1320, 404]
parinita-kicker: કોસાડ આવાસમાં સવારની ઘટના	[642, 910, 1023, 938]
demolition-byline: (પ્રતિનિધિ દ્વારા)	[1035, 970, 1107, 984]
parinita-byline: (પ્રતિનિધિ દ્વારા)	[642, 1035, 715, 1048]
demolition-headline-2: સીલ કરાયા બાદ ડિમોલીશન માટે તૈયારી	[1035, 929, 1570, 969]
demolition-place: સુરત,શુક્રવાર	[1546, 970, 1606, 984]
weather-byline: (પ્રતિનિધિ દ્વારા)	[642, 641, 715, 655]
canada-story	[1035, 1391, 1606, 2105]
blackmail-kicker: પ્રેમજાળમાં ફસાવ્યા બાદ	[642, 1635, 1023, 1664]
farmers-subhead: ઓલપાડ, માંડવી તાલુકામાં સૌથી વધુ તબદીલીની નોંધ : સરકારના નિર્ણયથી મોટા ખેડૂત ખાતેદારોને વધુ લાભ	[642, 288, 1023, 331]
zero-accident-headline-1: સુરત મ્યુનિ.ની ઝીરો એક્સીડન્ટ પોલીસીનો અમલ	[1035, 469, 1596, 542]
farmers-dateline	[642, 220, 1023, 233]
demolition-box-body: પાલિકાએ બોર્ડ માટે જોખમી બનેલા બિલ્ડીંગને ખાલી કરાવી સીલ કર્યું હતું તે વોર્ડના હોદ્દેદારો મેયર કચેરી ખાતે પહોંચી ગયા હતા અને આ બિલ્ડીંગ ત્રણ બાજુ નથી અને ખાડી કિનારે પણ નથી તેમ કહીને વકીલાત કરી હતી. જોકે પાલિકા તંત્રએ ખાડી કિનારે દબાણ દુર કરવા માટે ડિમોલીશન કરવાનો નિર્ણય મક્કમ રાખ્યો છે.	[1041, 1233, 1599, 1279]
blackmail-body: પોલીસ સૂત્રો પાસેથી મળતી વિગત મુજબ કામરેજ વિસ્તારમાં રહેતી ૩૭ વર્ષીય પરિણીતાનો પરિચય વિશાલ રાઠોડ સાથે થયો હતો. વિશાલે તેને પ્રેમજાળમાં ફસાવી હતી અને બાદમાં બદનામ કરવાની ધમકી આપી અવારનવાર શારીરિક સંબંધ બાંધ્યા હતા. ત્યારબાદ તે પરિણીતાને મહારાષ્ટ્ર ભગાડી ગયો હતો અને ત્યાં રૂમ ભાડે રાખી પાંચ મહિના સુધી સાથે રાખી હતી. બાદમાં તેને તરછોડી દેતા પરિણીતાએ કામરેજ પોલીસમાં ફરિયાદ નોંધાવી હતી.	[642, 1895, 1023, 2005]
canada-headline-2: બે ભેજાબાજની રૂા.૧૭.૬૨ લાખની ઠગાઈ	[1035, 1430, 1538, 1515]
murder-accused-box	[59, 1402, 630, 1508]
